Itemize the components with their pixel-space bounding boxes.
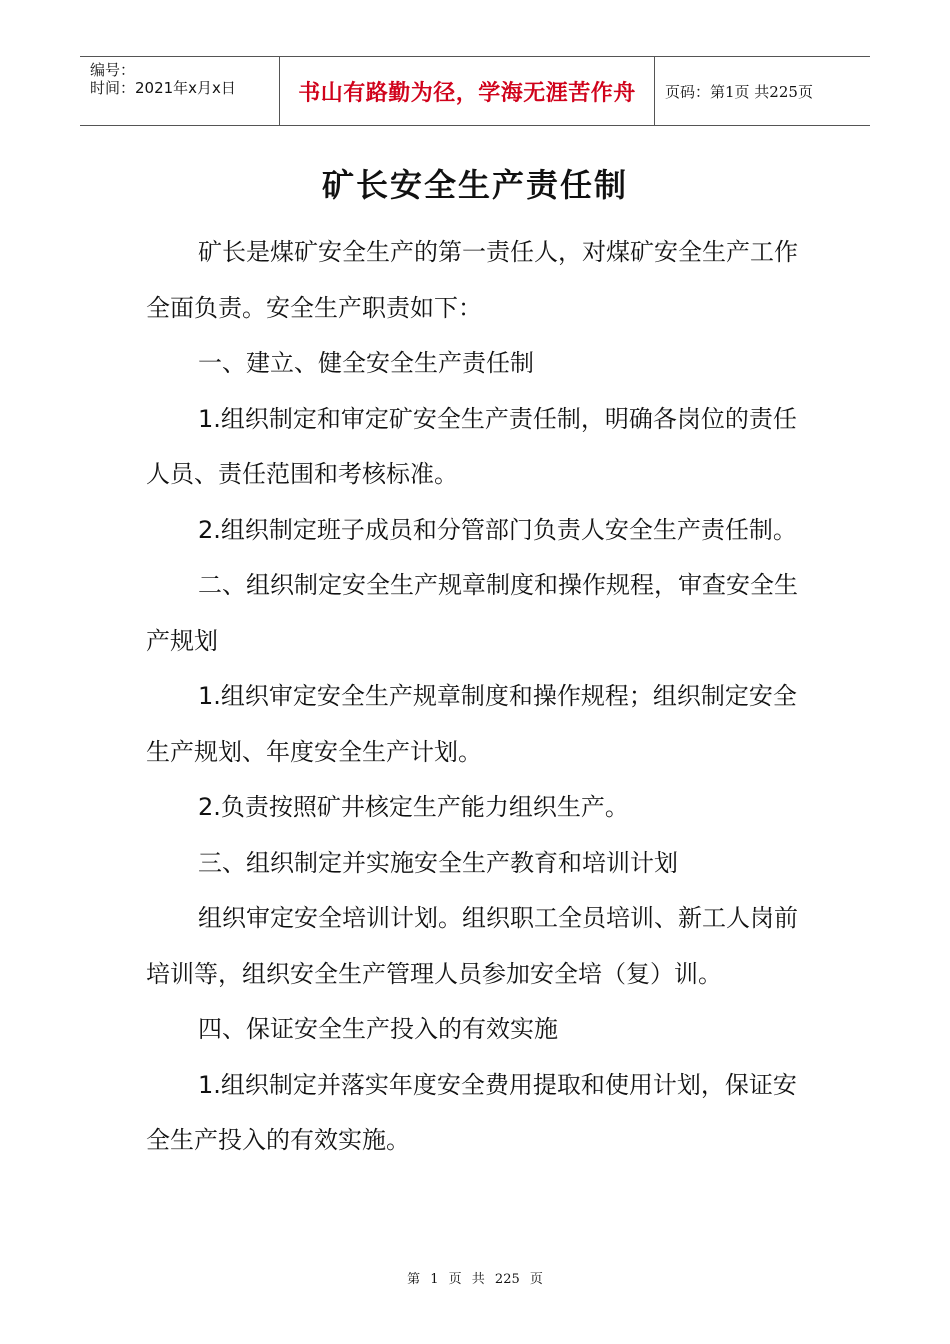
section-heading: 一、建立、健全安全生产责任制 xyxy=(198,349,534,377)
section-heading: 四、保证安全生产投入的有效实施 xyxy=(198,1015,558,1043)
page-footer: 第 1 页 共 225 页 xyxy=(407,1272,543,1287)
section-heading: 三、组织制定并实施安全生产教育和培训计划 xyxy=(198,848,678,877)
paragraph: 1.组织制定并落实年度安全费用提取和使用计划，保证安全生产投入的有效实施。 xyxy=(146,1070,797,1154)
document-number-label: 编号： xyxy=(90,61,136,79)
section-heading: 二、组织制定安全生产规章制度和操作规程，审查安全生产规划 xyxy=(146,571,798,655)
paragraph: 1.组织制定和审定矿安全生产责任制，明确各岗位的责任人员、责任范围和考核标准。 xyxy=(146,404,797,488)
header-page-info: 页码：第1页 共225页 xyxy=(665,82,813,101)
paragraph: 组织审定安全培训计划。组织职工全员培训、新工人岗前培训等，组织安全生产管理人员参加安全培（复）训。 xyxy=(146,904,798,988)
paragraph: 2.组织制定班子成员和分管部门负责人安全生产责任制。 xyxy=(198,515,797,544)
paragraph: 矿长是煤矿安全生产的第一责任人，对煤矿安全生产工作全面负责。安全生产职责如下： xyxy=(146,238,798,322)
document-date: 时间：2021年x月x日 xyxy=(90,79,236,97)
document-title: 矿长安全生产责任制 xyxy=(321,166,628,204)
document-body xyxy=(146,225,806,1169)
page-header xyxy=(80,56,870,126)
header-motto: 书山有路勤为径，学海无涯苦作舟 xyxy=(280,57,655,125)
header-meta xyxy=(80,57,280,125)
paragraph: 2.负责按照矿井核定生产能力组织生产。 xyxy=(198,793,629,821)
paragraph: 1.组织审定安全生产规章制度和操作规程；组织制定安全生产规划、年度安全生产计划。 xyxy=(146,682,797,766)
